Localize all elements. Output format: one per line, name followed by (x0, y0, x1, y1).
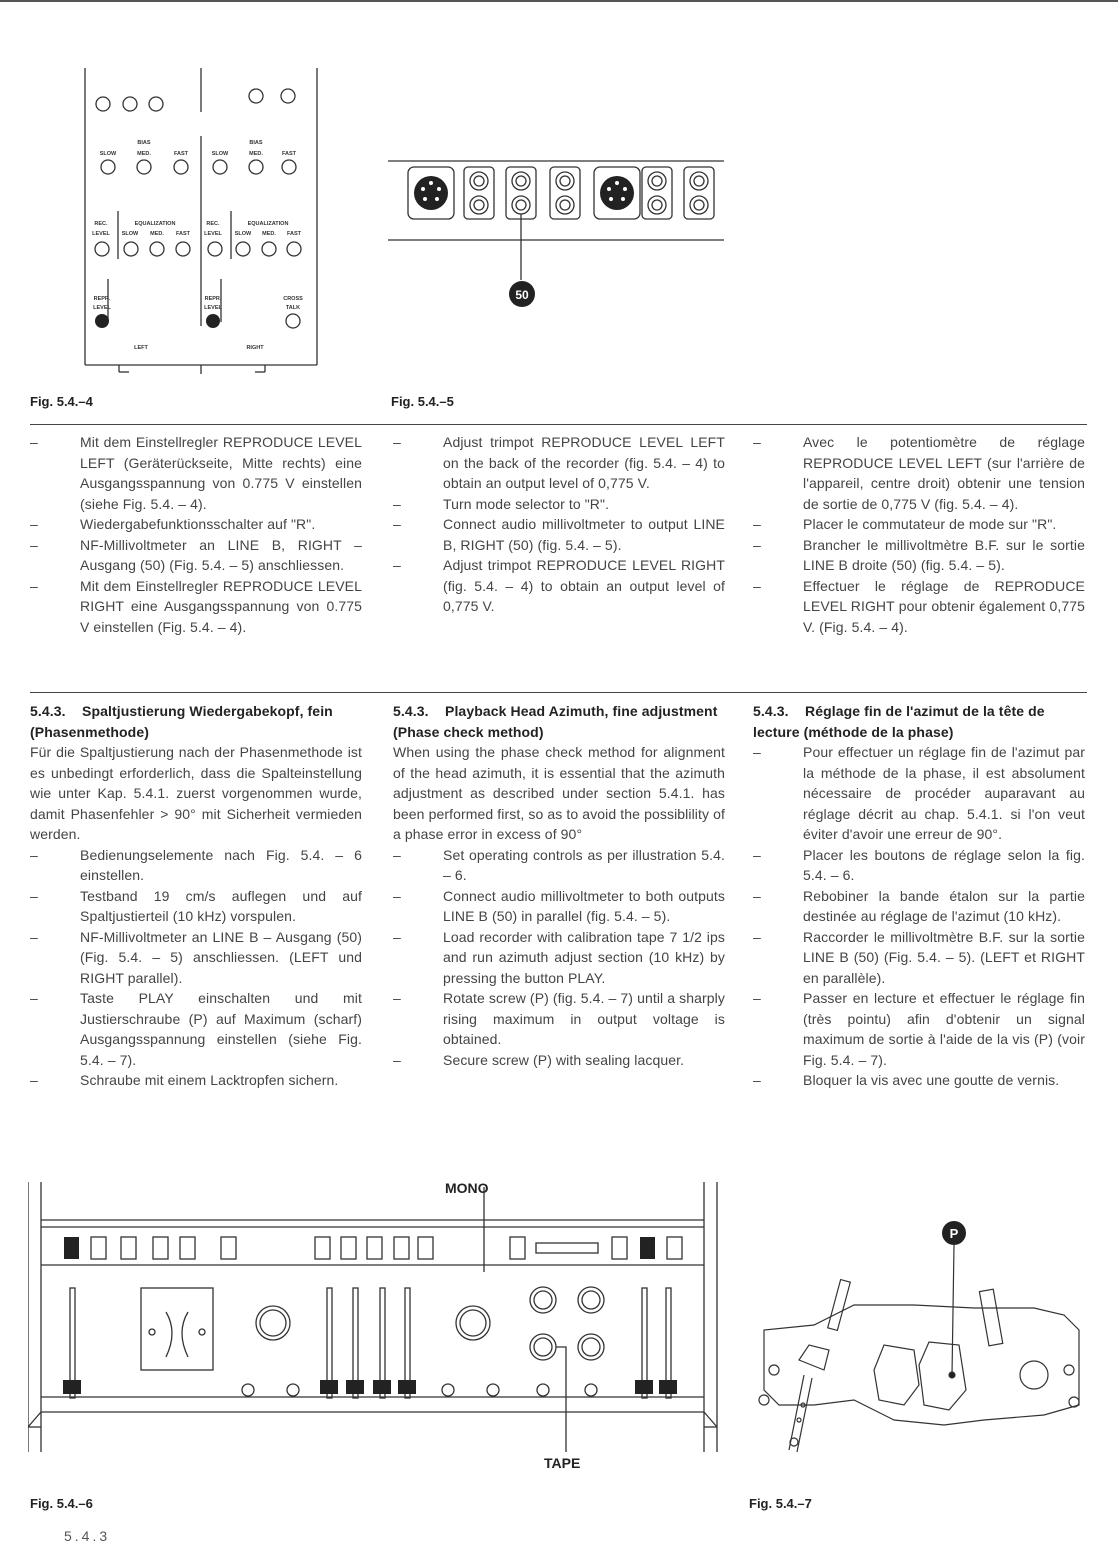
svg-text:SLOW: SLOW (234, 231, 252, 237)
tape-label: TAPE (544, 1455, 581, 1471)
svg-text:EQUALIZATION: EQUALIZATION (134, 221, 176, 227)
svg-text:SLOW: SLOW (211, 151, 229, 157)
section1-en: – Adjust trimpot REPRODUCE LEVEL LEFT on the back of the recorder (fig. 5.4. – 4) to obtain an output level of 0,775 V. – Turn mode selector to "R". – Connect audio millivoltmeter to output LINE B, RIGHT (50) (fig. 5.4. – 5). – Adjust trimpot REPRODUCE LEVEL RIGHT (fig. 5.4. – 4) to obtain an output level of 0,775 V. (393, 434, 725, 614)
fig4-bias-right: BIAS (249, 140, 263, 146)
figure-5-4-6 (28, 1182, 718, 1472)
svg-text:MED.: MED. (262, 231, 276, 237)
svg-text:FAST: FAST (175, 231, 191, 237)
svg-text:REPR.: REPR. (204, 296, 222, 302)
svg-text:MED.: MED. (137, 151, 151, 157)
svg-text:CROSS: CROSS (283, 296, 303, 302)
svg-text:SLOW: SLOW (121, 231, 139, 237)
figure-5-4-7 (744, 1220, 1089, 1470)
section1-de: – Mit dem Einstellregler REPRODUCE LEVEL LEFT (Geräterückseite, Mitte rechts) eine Ausgangsspannung von 0.775 V einstellen (siehe Fig. 5.4. – 4). – Wiedergabefunktionsschalter auf "R". – NF-Millivoltmeter an LINE B, RIGHT – Ausgang (50) (Fig. 5.4. – 5) anschliessen. – Mit dem Einstellregler REPRODUCE LEVEL RIGHT eine Ausgangsspannung von 0.775 V einstellen (Fig. 5.4. – 4). (30, 434, 362, 635)
svg-text:LEVEL: LEVEL (92, 231, 110, 237)
svg-text:SLOW: SLOW (99, 151, 117, 157)
svg-text:REPR.: REPR. (93, 296, 111, 302)
mono-label: MONO (445, 1180, 489, 1196)
fig-5-4-5-caption: Fig. 5.4.–5 (391, 394, 454, 409)
section-heading-en: 5.4.3. Playback Head Azimuth, fine adjustment (Phase check method) (393, 703, 718, 740)
section2-fr: 5.4.3. Réglage fin de l'azimut de la tête de lecture (méthode de la phase) – Pour effectuer un réglage fin de l'azimut par la méthode de la phase, il est absolument nécessaire de procéder auparavant au réglage décrit au chap. 5.4.1. si l'on veut éviter d'avoir une erreur de 90°. – Placer les boutons de réglage selon la fig. 5.4. – 6. – Rebobiner la bande étalon sur la partie destinée au réglage de l'azimut (10 kHz). – Raccorder le millivoltmètre B.F. sur la sortie LINE B (50) (Fig. 5.4. – 5). (LEFT et RIGHT en parallèle). – Passer en lecture et effectuer le réglage fin (très pointu) afin d'obtenir un signal maximum de sortie à l'aide de la vis (P) (voir Fig. 5.4. – 7). – Bloquer la vis avec une goutte de vernis. (753, 703, 1085, 1088)
callout-p: P (949, 1226, 959, 1241)
fig4-left-label: LEFT (134, 345, 148, 351)
svg-text:MED.: MED. (249, 151, 263, 157)
section-heading-de: 5.4.3. Spaltjustierung Wiedergabekopf, fein (Phasenmethode) (30, 703, 333, 740)
fig4-right-label: RIGHT (246, 345, 264, 351)
fig-5-4-6-caption: Fig. 5.4.–6 (30, 1496, 93, 1511)
page-number: 5.4.3 (64, 1528, 111, 1544)
fig4-bias-left: BIAS (137, 140, 151, 146)
svg-text:FAST: FAST (173, 151, 189, 157)
svg-text:FAST: FAST (281, 151, 297, 157)
svg-text:MED.: MED. (150, 231, 164, 237)
figure-5-4-4 (75, 62, 325, 378)
fig-5-4-4-caption: Fig. 5.4.–4 (30, 394, 93, 409)
svg-text:LEVEL: LEVEL (204, 305, 222, 311)
section-heading-fr: 5.4.3. Réglage fin de l'azimut de la tête de lecture (méthode de la phase) (753, 703, 1045, 740)
section1-fr: – Avec le potentiomètre de réglage REPRODUCE LEVEL LEFT (sur l'arrière de l'appareil, centre droit) obtenir une tension de sortie de 0,775 V (fig. 5.4. – 4). – Placer le commutateur de mode sur "R". – Brancher le millivoltmètre B.F. sur le sortie LINE B droite (50) (fig. 5.4. – 5). – Effectuer le réglage de REPRODUCE LEVEL RIGHT pour obtenir également 0,775 V. (Fig. 5.4. – 4). (753, 434, 1085, 635)
svg-text:LEVEL: LEVEL (93, 305, 111, 311)
svg-text:EQUALIZATION: EQUALIZATION (247, 221, 289, 227)
section2-en: 5.4.3. Playback Head Azimuth, fine adjustment (Phase check method) When using the phase check method for alignment of the head azimuth, it is essential that the azimuth adjustment as described under section 5.4.1. has been performed first, so as to avoid the possiblility of a phase error in excess of 90° – Set operating controls as per illustration 5.4. – 6. – Connect audio millivoltmeter to both outputs LINE B (50) in parallel (fig. 5.4. – 5). – Load recorder with calibration tape 7 1/2 ips and run azimuth adjust section (10 kHz) by pressing the button PLAY. – Rotate screw (P) (fig. 5.4. – 7) until a sharply rising maximum in output voltage is obtained. – Secure screw (P) with sealing lacquer. (393, 703, 725, 1068)
svg-text:REC.: REC. (206, 221, 220, 227)
svg-text:LEVEL: LEVEL (204, 231, 222, 237)
callout-50: 50 (515, 288, 529, 302)
figure-5-4-5 (388, 155, 728, 315)
section2-de: 5.4.3. Spaltjustierung Wiedergabekopf, fein (Phasenmethode) Für die Spaltjustierung nach der Phasenmethode ist es unbedingt erforderlich, dass die Spalteinstellung wie unter Kap. 5.4.1. zuerst vorgenommen wurde, damit Phasenfehler > 90° mit Sicherheit vermieden werden. – Bedienungselemente nach Fig. 5.4. – 6 einstellen. – Testband 19 cm/s auflegen und auf Spaltjustierteil (10 kHz) vorspulen. – NF-Millivoltmeter an LINE B – Ausgang (50) (Fig. 5.4. – 5) anschliessen. (LEFT und RIGHT parallel). – Taste PLAY einschalten und mit Justierschraube (P) auf Maximum (scharf) Ausgangsspannung einstellen (siehe Fig. 5.4. – 7). – Schraube mit einem Lacktropfen sichern. (30, 703, 362, 1088)
svg-text:TALK: TALK (285, 305, 301, 311)
svg-text:REC.: REC. (94, 221, 108, 227)
svg-text:FAST: FAST (286, 231, 302, 237)
fig-5-4-7-caption: Fig. 5.4.–7 (749, 1496, 812, 1511)
